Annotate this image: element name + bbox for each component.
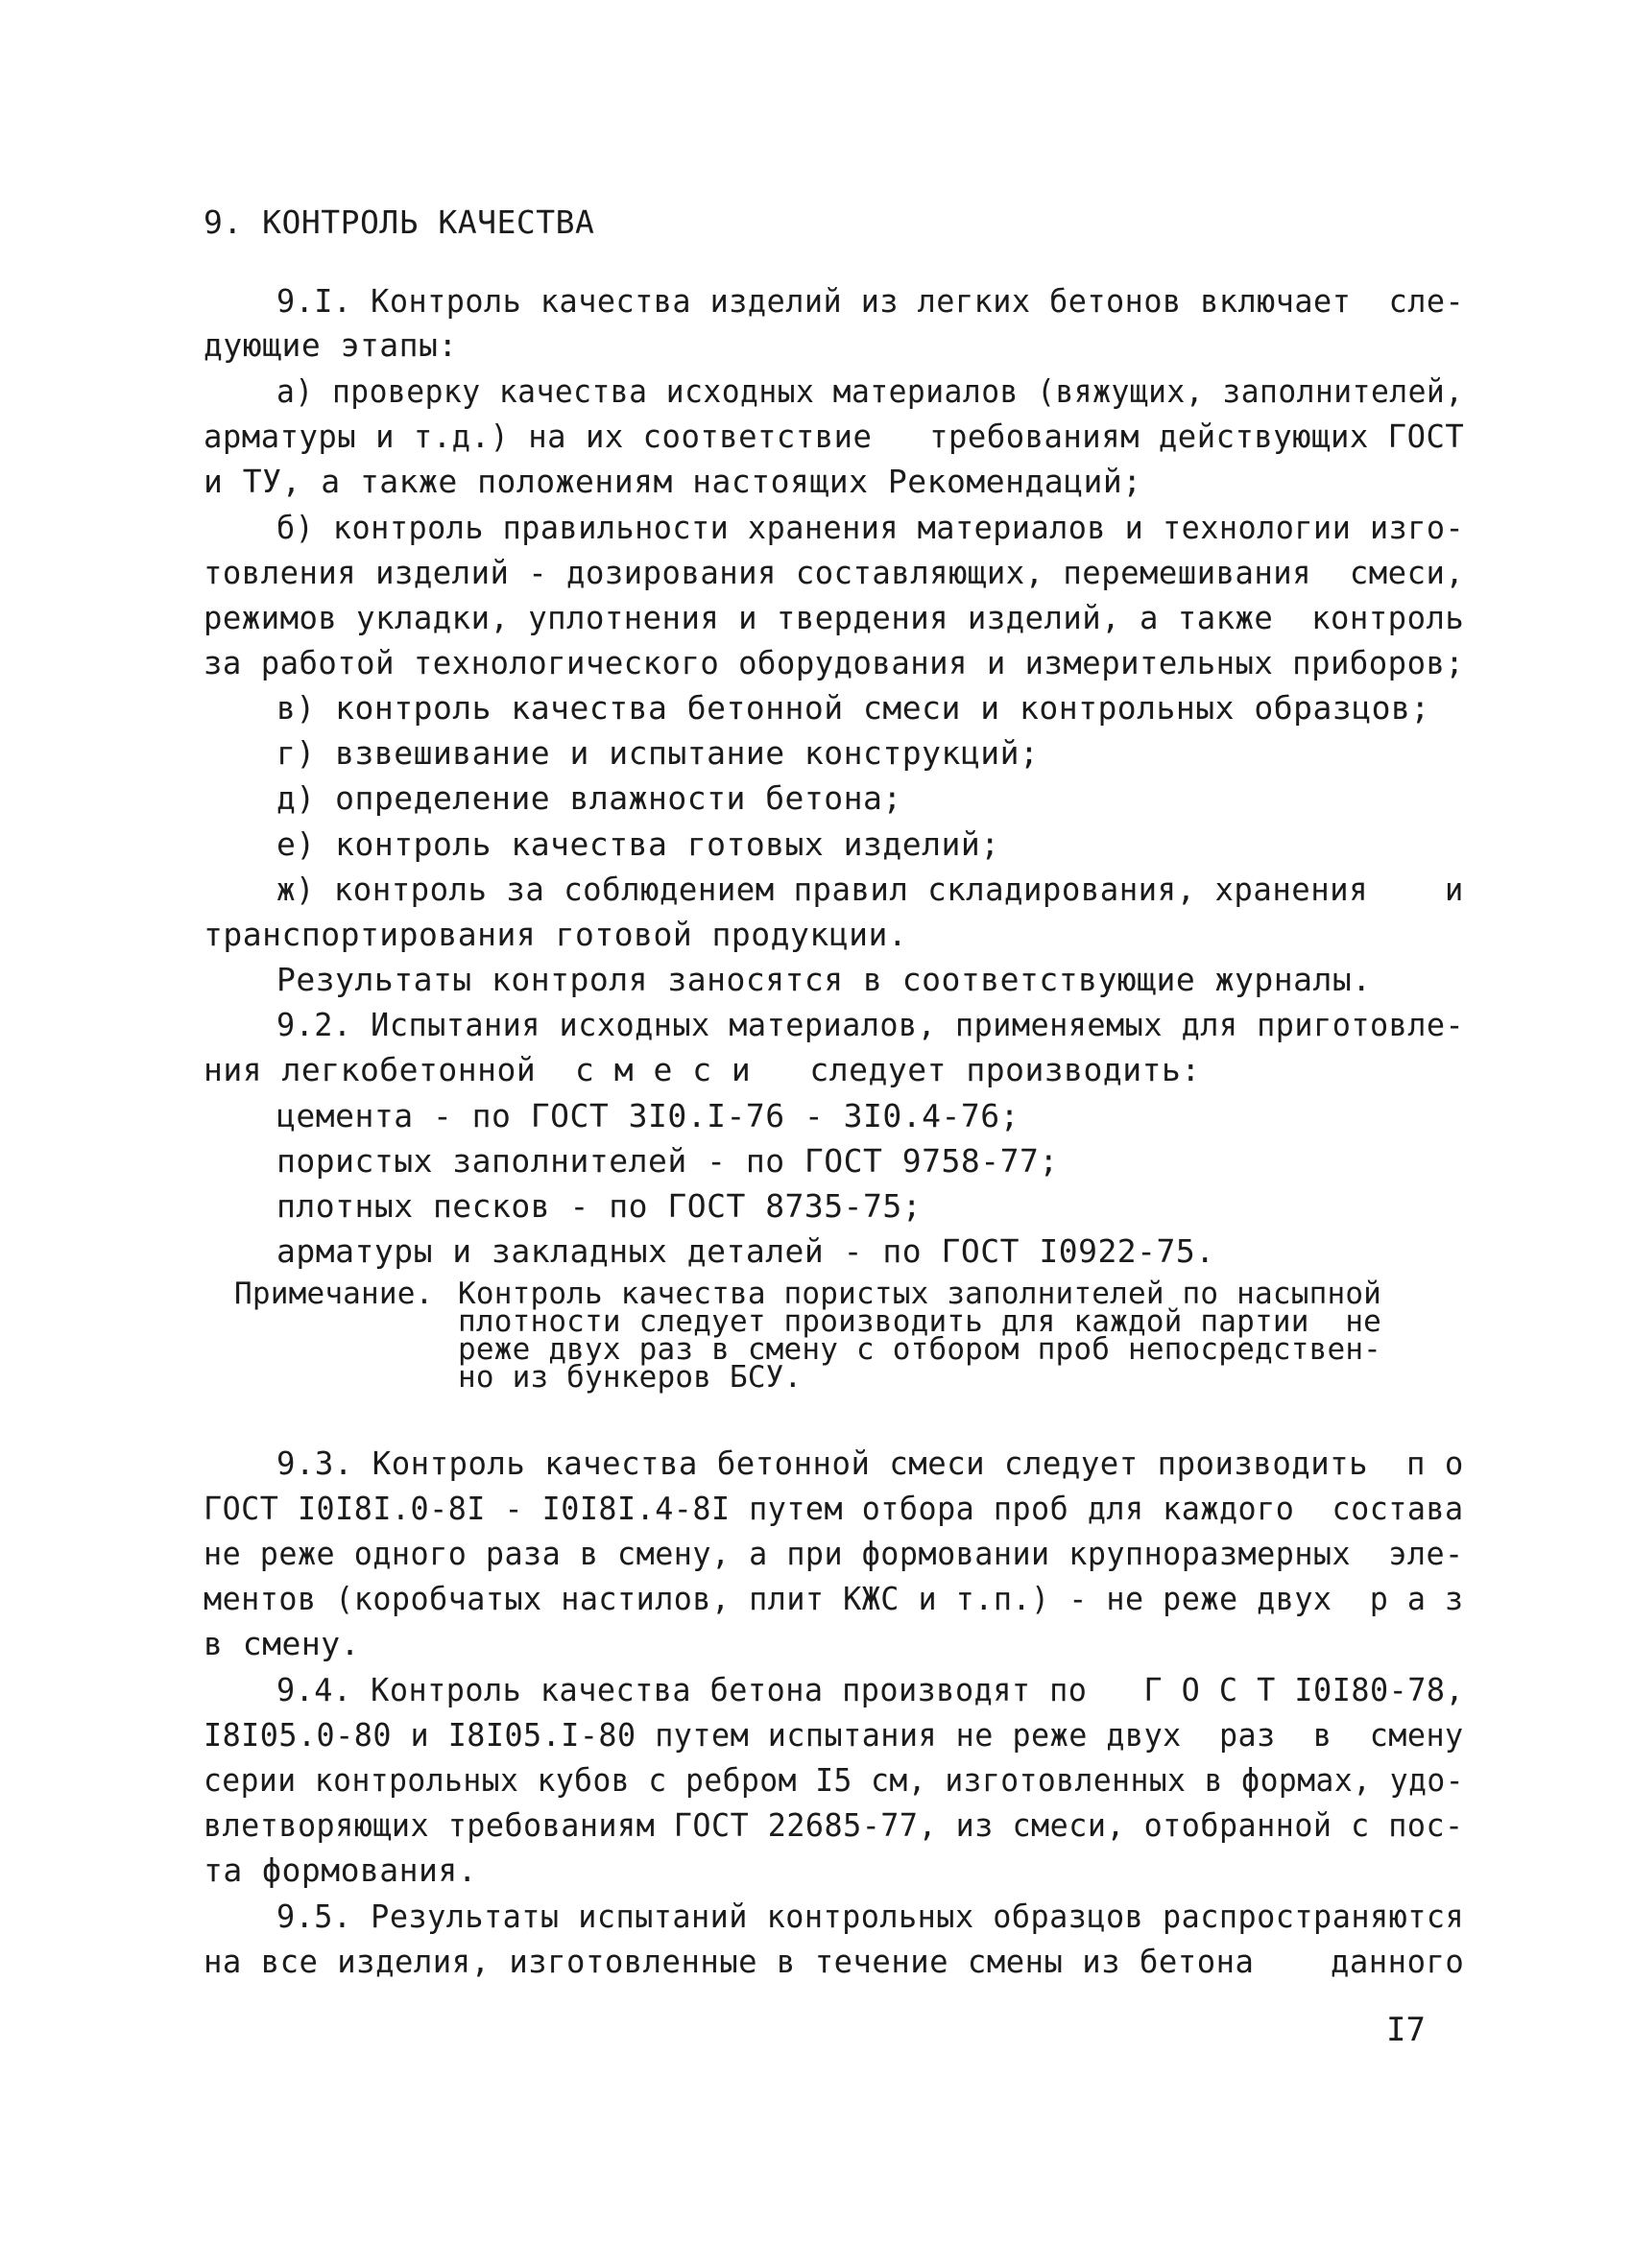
note-label: Примечание. [234,1277,434,1311]
text-line: арматуры и закладных деталей - по ГОСТ I0922-75. [276,1232,1215,1270]
text-line: ж) контроль за соблюдением правил складирования, хранения и [276,871,1464,908]
text-line: арматуры и т.д.) на их соответствие требованиям действующих ГОСТ [204,418,1465,455]
text-line: в смену. [204,1625,360,1662]
text-line: та формования. [204,1851,478,1889]
note-line: плотности следует производить для каждой партии не [458,1304,1382,1339]
text-line: пористых заполнителей - по ГОСТ 9758-77; [276,1142,1059,1180]
text-line: режимов укладки, уплотнения и твердения изделий, а также контроль [204,599,1465,636]
text-line: влетворяющих требованиям ГОСТ 22685-77, из смеси, отобранной с пос- [204,1806,1464,1844]
text-line: плотных песков - по ГОСТ 8735-75; [276,1187,923,1225]
note-line: но из бункеров БСУ. [458,1360,803,1395]
text-line: 9.4. Контроль качества бетона производят по Г О С Т I0I80-78, [276,1671,1465,1708]
text-line: б) контроль правильности хранения материалов и технологии изго- [276,509,1465,546]
text-line: е) контроль качества готовых изделий; [276,825,1000,863]
note-line: реже двух раз в смену с отбором проб непосредствен- [458,1332,1382,1367]
text-line: 9.3. Контроль качества бетонной смеси следует производить п о [276,1444,1464,1482]
page-number: I7 [1386,2011,1426,2049]
text-line: г) взвешивание и испытание конструкций; [276,734,1040,772]
note-line: Контроль качества пористых заполнителей по насыпной [458,1277,1382,1311]
text-line: в) контроль качества бетонной смеси и контрольных образцов; [276,689,1430,727]
text-line: ния легкобетонной с м е с и следует производить: [204,1051,1201,1088]
text-line: и ТУ, а также положениям настоящих Рекомендаций; [204,463,1142,500]
text-line: 9.5. Результаты испытаний контрольных образцов распространяются [276,1898,1465,1935]
text-line: серии контрольных кубов с ребром I5 см, изготовленных в формах, удо- [204,1761,1465,1799]
text-line: а) проверку качества исходных материалов (вяжущих, заполнителей, [276,372,1464,410]
text-line: д) определение влажности бетона; [276,779,902,817]
text-line: дующие этапы: [204,326,458,364]
text-line: цемента - по ГОСТ 3I0.I-76 - 3I0.4-76; [276,1097,1020,1134]
text-line: 9.2. Испытания исходных материалов, применяемых для приготовле- [276,1006,1465,1043]
section-heading: 9. КОНТРОЛЬ КАЧЕСТВА [204,203,595,241]
text-line: транспортирования готовой продукции. [204,916,908,953]
text-line: ГОСТ I0I8I.0-8I - I0I8I.4-8I путем отбора проб для каждого состава [204,1490,1464,1527]
text-line: за работой технологического оборудования и измерительных приборов; [204,644,1465,681]
text-line: I8I05.0-80 и I8I05.I-80 путем испытания не реже двух раз в смену [204,1716,1464,1754]
text-line: 9.I. Контроль качества изделий из легких бетонов включает сле- [276,282,1465,320]
text-line: Результаты контроля заносятся в соответствующие журналы. [276,961,1372,998]
text-line: не реже одного раза в смену, а при формовании крупноразмерных эле- [204,1535,1464,1572]
text-line: товления изделий - дозирования составляющих, перемешивания смеси, [204,554,1465,591]
text-line: на все изделия, изготовленные в течение смены из бетона данного [204,1943,1465,1980]
text-line: ментов (коробчатых настилов, плит КЖС и т.п.) - не реже двух р а з [204,1580,1464,1617]
